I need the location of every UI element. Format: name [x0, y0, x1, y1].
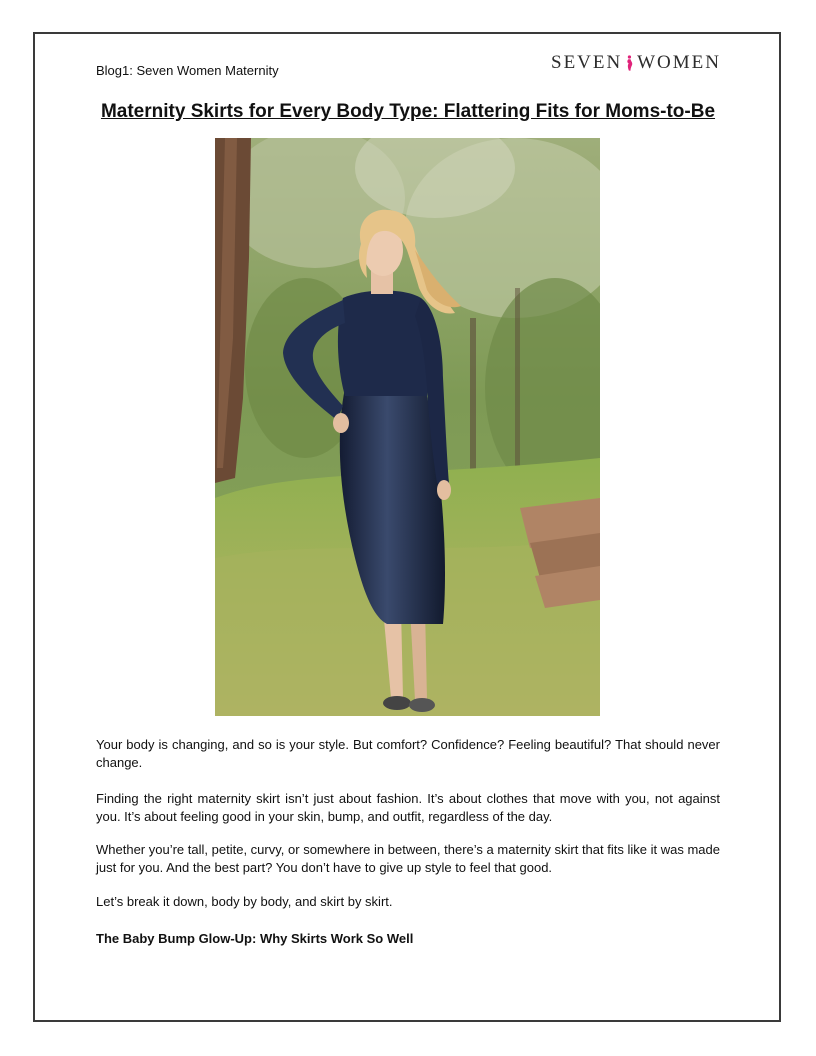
paragraph-4: Let’s break it down, body by body, and skirt by skirt.: [96, 894, 393, 909]
logo-text-right: WOMEN: [637, 52, 721, 73]
article-title: Maternity Skirts for Every Body Type: Flattering Fits for Moms-to-Be: [100, 101, 716, 122]
paragraph-2: Finding the right maternity skirt isn’t just about fashion. It’s about clothes that move with you, not against you. It’s about feeling good in your skin, bump, and outfit, regardless of the day.: [96, 791, 720, 824]
pregnant-woman-logo-icon: [624, 48, 635, 78]
paragraph-3: Whether you’re tall, petite, curvy, or somewhere in between, there’s a maternity skirt that fits like it was made just for you. And the best part? You don’t have to give up style to feel that good.: [96, 842, 720, 875]
hero-photo: [215, 138, 600, 716]
header-label: Blog1: Seven Women Maternity: [96, 63, 279, 78]
section-subheading: The Baby Bump Glow-Up: Why Skirts Work So Well: [96, 931, 414, 946]
brand-logo[interactable]: [551, 48, 721, 78]
paragraph-1: Your body is changing, and so is your style. But comfort? Confidence? Feeling beautiful? That should never change.: [96, 737, 720, 770]
woman-in-forest-photo: [215, 138, 600, 716]
logo-text-left: SEVEN: [551, 52, 623, 73]
